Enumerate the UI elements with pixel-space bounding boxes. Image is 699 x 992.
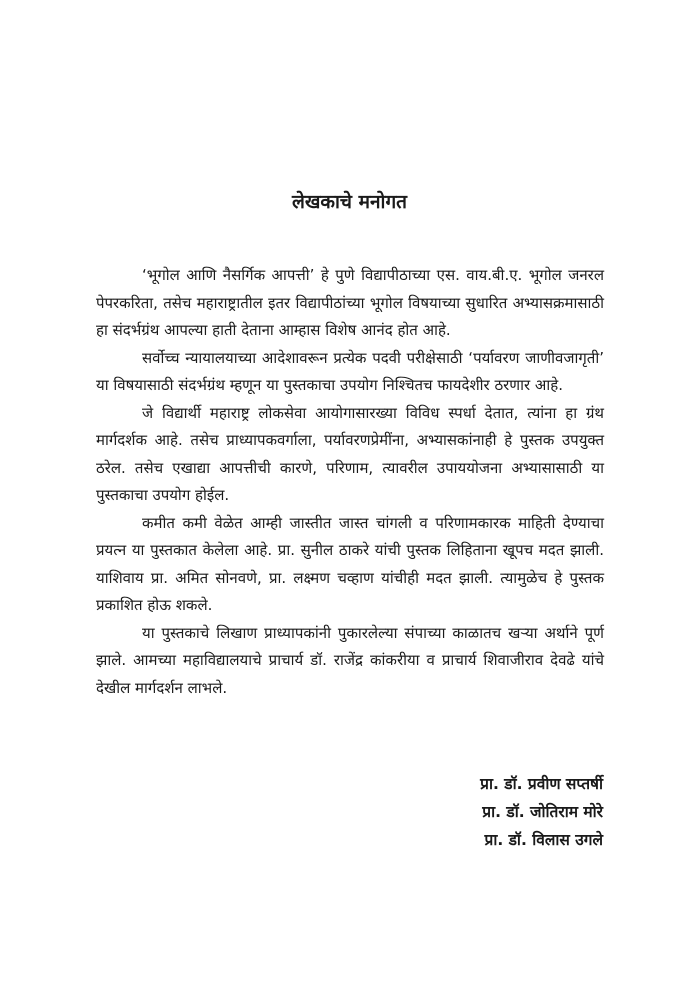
author-name: प्रा. डॉ. विलास उगले	[484, 831, 603, 849]
author-signatures	[480, 770, 603, 854]
paragraph: कमीत कमी वेळेत आम्ही जास्तीत जास्त चांगली व परिणामकारक माहिती देण्याचा प्रयत्न या पुस्तकात केलेला आहे. प्रा. सुनील ठाकरे यांची पुस्तक लिहिताना खूपच मदत झाली. याशिवाय प्रा. अमित सोनवणे, प्रा. लक्ष्मण चव्हाण यांचीही मदत झाली. त्यामुळेच हे पुस्तक प्रकाशित होऊ शकले.	[96, 513, 604, 614]
author-name: प्रा. डॉ. प्रवीण सप्तर्षी	[480, 775, 603, 793]
paragraph: सर्वोच्च न्यायालयाच्या आदेशावरून प्रत्येक पदवी परीक्षेसाठी ‘पर्यावरण जाणीवजागृती’ या विषयासाठी संदर्भग्रंथ म्हणून या पुस्तकाचा उपयोग निश्चितच फायदेशीर ठरणार आहे.	[96, 348, 604, 394]
paragraph: या पुस्तकाचे लिखाण प्राध्यापकांनी पुकारलेल्या संपाच्या काळातच खऱ्या अर्थाने पूर्ण झाले. आमच्या महाविद्यालयाचे प्राचार्य डॉ. राजेंद्र कांकरीया व प्राचार्य शिवाजीराव देवढे यांचे देखील मार्गदर्शन लाभले.	[96, 623, 604, 697]
author-name: प्रा. डॉ. जोतिराम मोरे	[482, 803, 603, 821]
paragraph: ‘भूगोल आणि नैसर्गिक आपत्ती’ हे पुणे विद्यापीठाच्या एस. वाय.बी.ए. भूगोल जनरल पेपरकरिता, तसेच महाराष्ट्रातील इतर विद्यापीठांच्या भूगोल विषयाच्या सुधारित अभ्यासक्रमासाठी हा संदर्भग्रंथ आपल्या हाती देताना आम्हास विशेष आनंद होत आहे.	[96, 266, 604, 339]
paragraph: जे विद्यार्थी महाराष्ट्र लोकसेवा आयोगासारख्या विविध स्पर्धा देतात, त्यांना हा ग्रंथ मार्गदर्शक आहे. तसेच प्राध्यापकवर्गाला, पर्यावरणप्रेमींना, अभ्यासकांनाही हे पुस्तक उपयुक्त ठरेल. तसेच एखाद्या आपत्तीची कारणे, परिणाम, त्यावरील उपाययोजना अभ्यासासाठी या पुस्तकाचा उपयोग होईल.	[96, 403, 604, 504]
preface-body	[96, 262, 604, 702]
page-title: लेखकाचे मनोगत	[292, 191, 407, 213]
